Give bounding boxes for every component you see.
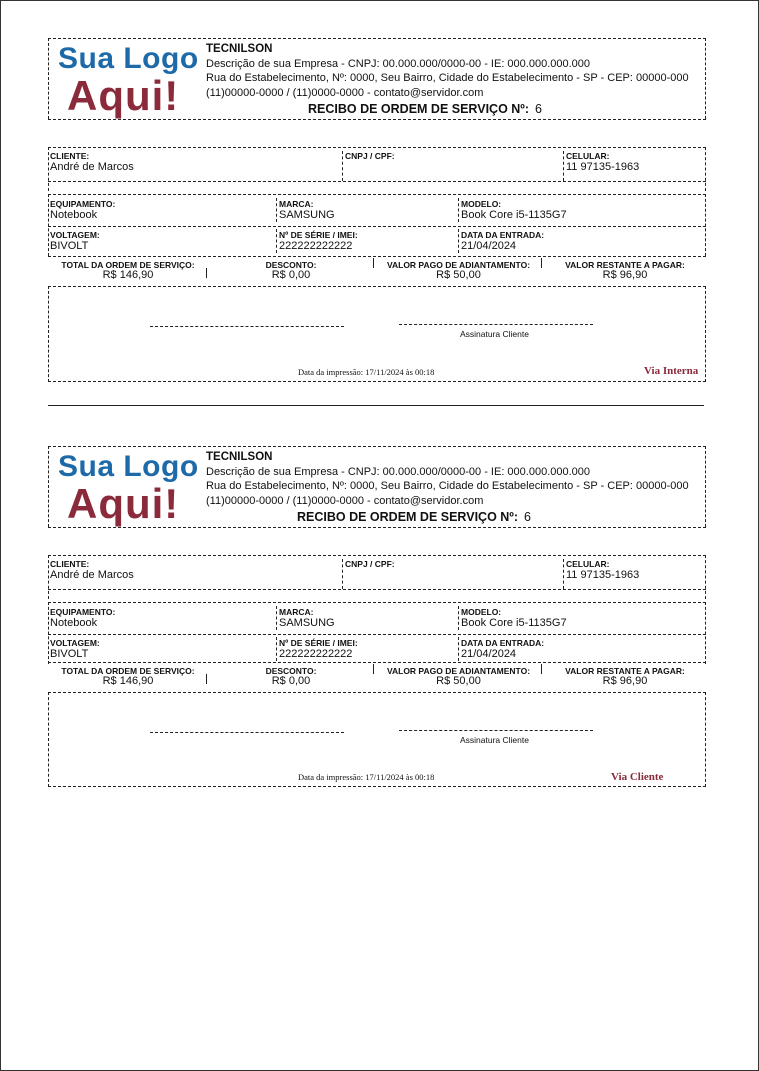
label-modelo: MODELO: [461, 199, 502, 209]
equip-divider [48, 634, 706, 635]
value-cliente: André de Marcos [50, 569, 134, 581]
divider-adiantamento [373, 664, 374, 674]
divider-restante [541, 664, 542, 674]
label-adiantamento: VALOR PAGO DE ADIANTAMENTO: [386, 260, 531, 270]
company-contact: (11)00000-0000 / (11)0000-0000 - contato@servidor.com [206, 494, 484, 507]
sig-border-right [705, 286, 706, 382]
receipt-number: 6 [535, 102, 542, 116]
value-adiantamento: R$ 50,00 [436, 675, 481, 687]
sig-border-left [48, 286, 49, 382]
receipt-title [297, 510, 531, 524]
label-modelo: MODELO: [461, 607, 502, 617]
logo-line2: Aqui! [67, 480, 180, 527]
header-border-top [48, 446, 706, 447]
company-info [206, 450, 689, 508]
equip-border-right [705, 194, 706, 256]
value-desconto: R$ 0,00 [271, 269, 311, 281]
label-adiantamento: VALOR PAGO DE ADIANTAMENTO: [386, 666, 531, 676]
label-data-entrada: DATA DA ENTRADA: [461, 638, 545, 648]
header-border-top [48, 38, 706, 39]
sig-border-right [705, 692, 706, 787]
signature-line-left [150, 326, 344, 327]
equip-divider [48, 226, 706, 227]
value-equipamento: Notebook [50, 617, 98, 629]
value-restante: R$ 96,90 [602, 675, 648, 687]
value-total: R$ 146,90 [102, 675, 154, 687]
label-cnpj: CNPJ / CPF: [345, 559, 395, 569]
print-date: Data da impressão: 17/11/2024 às 00:18 [298, 772, 435, 782]
receipt-via-interna [48, 38, 707, 383]
client-border-top [48, 147, 706, 148]
company-address: Rua do Estabelecimento, Nº: 0000, Seu Bairro, Cidade do Estabelecimento - SP - CEP: 00000-000 [206, 72, 689, 85]
equip-border-left [48, 602, 49, 664]
receipt-border-bottom [48, 786, 706, 787]
label-cliente: CLIENTE: [50, 559, 90, 569]
divider-cnpj [342, 151, 343, 181]
value-celular: 11 97135-1963 [566, 569, 640, 581]
divider-celular [563, 151, 564, 181]
value-cliente: André de Marcos [50, 161, 134, 173]
label-celular: CELULAR: [566, 559, 610, 569]
totals-border-bottom [48, 286, 706, 287]
value-serie: 222222222222 [279, 648, 353, 660]
value-total: R$ 146,90 [102, 269, 154, 281]
print-date: Data da impressão: 17/11/2024 às 00:18 [298, 367, 435, 377]
header-border-left [48, 446, 49, 527]
label-total: TOTAL DA ORDEM DE SERVIÇO: [61, 666, 195, 676]
receipt-title-label: RECIBO DE ORDEM DE SERVIÇO Nº: [297, 510, 519, 524]
divider-celular [563, 559, 564, 589]
divider-cnpj [342, 559, 343, 589]
totals-border-top [48, 662, 706, 663]
value-celular: 11 97135-1963 [566, 161, 640, 173]
value-desconto: R$ 0,00 [271, 675, 311, 687]
equip-border-top [48, 194, 706, 195]
value-marca: SAMSUNG [279, 617, 335, 629]
divider-modelo [458, 606, 459, 630]
totals-border-bottom [48, 692, 706, 693]
label-celular: CELULAR: [566, 151, 610, 161]
logo-line1: Sua Logo [58, 450, 199, 483]
label-marca: MARCA: [279, 199, 314, 209]
equip-border-right [705, 602, 706, 664]
receipt-border-bottom [48, 381, 706, 382]
value-data-entrada: 21/04/2024 [461, 240, 517, 252]
value-modelo: Book Core i5-1135G7 [461, 209, 567, 221]
divider-marca [276, 198, 277, 222]
label-restante: VALOR RESTANTE A PAGAR: [565, 666, 685, 676]
client-border-left [48, 147, 49, 191]
sig-border-left [48, 692, 49, 787]
company-info [206, 42, 689, 100]
company-description: Descrição de sua Empresa - CNPJ: 00.000.000/0000-00 - IE: 000.000.000.000 [206, 57, 591, 70]
client-border-top [48, 555, 706, 556]
via-label: Via Cliente [611, 771, 664, 783]
equip-border-top [48, 602, 706, 603]
label-desconto: DESCONTO: [265, 260, 317, 270]
label-cliente: CLIENTE: [50, 151, 90, 161]
header-border-left [48, 38, 49, 119]
signature-line-right [399, 730, 593, 731]
signature-caption: Assinatura Cliente [460, 735, 529, 745]
company-address: Rua do Estabelecimento, Nº: 0000, Seu Bairro, Cidade do Estabelecimento - SP - CEP: 00000-000 [206, 480, 689, 493]
divider-marca [276, 606, 277, 630]
company-description: Descrição de sua Empresa - CNPJ: 00.000.000/0000-00 - IE: 000.000.000.000 [206, 465, 591, 478]
company-logo [58, 42, 203, 119]
totals-border-top [48, 256, 706, 257]
value-voltagem: BIVOLT [50, 240, 89, 252]
receipt-separator [48, 405, 704, 406]
label-cnpj: CNPJ / CPF: [345, 151, 395, 161]
header-border-right [705, 446, 706, 527]
divider-adiantamento [373, 258, 374, 268]
signature-caption: Assinatura Cliente [460, 329, 529, 339]
client-border-left [48, 555, 49, 599]
value-adiantamento: R$ 50,00 [436, 269, 481, 281]
label-voltagem: VOLTAGEM: [50, 638, 100, 648]
receipt-title-label: RECIBO DE ORDEM DE SERVIÇO Nº: [308, 102, 530, 116]
divider-data-entrada [458, 229, 459, 253]
label-restante: VALOR RESTANTE A PAGAR: [565, 260, 685, 270]
logo-line2: Aqui! [67, 72, 180, 119]
value-marca: SAMSUNG [279, 209, 335, 221]
label-marca: MARCA: [279, 607, 314, 617]
company-name: TECNILSON [206, 451, 273, 463]
value-modelo: Book Core i5-1135G7 [461, 617, 567, 629]
value-voltagem: BIVOLT [50, 648, 89, 660]
divider-desconto [206, 268, 207, 278]
label-serie: Nº DE SÉRIE / IMEI: [279, 230, 358, 240]
value-equipamento: Notebook [50, 209, 98, 221]
receipt-via-cliente [48, 446, 707, 791]
divider-restante [541, 258, 542, 268]
logo-line1: Sua Logo [58, 42, 199, 75]
label-data-entrada: DATA DA ENTRADA: [461, 230, 545, 240]
label-equipamento: EQUIPAMENTO: [50, 607, 116, 617]
divider-modelo [458, 198, 459, 222]
label-serie: Nº DE SÉRIE / IMEI: [279, 638, 358, 648]
via-label: Via Interna [644, 365, 699, 377]
signature-line-right [399, 324, 593, 325]
divider-serie [276, 229, 277, 253]
header-border-right [705, 38, 706, 119]
company-name: TECNILSON [206, 43, 273, 55]
company-logo [58, 450, 203, 527]
divider-data-entrada [458, 637, 459, 661]
signature-line-left [150, 732, 344, 733]
equip-border-left [48, 194, 49, 256]
label-equipamento: EQUIPAMENTO: [50, 199, 116, 209]
value-serie: 222222222222 [279, 240, 353, 252]
client-border-right [705, 555, 706, 599]
client-border-right [705, 147, 706, 191]
value-data-entrada: 21/04/2024 [461, 648, 517, 660]
receipt-number: 6 [524, 510, 531, 524]
label-desconto: DESCONTO: [265, 666, 317, 676]
client-border-bottom [48, 589, 706, 590]
receipt-title [308, 102, 542, 116]
label-voltagem: VOLTAGEM: [50, 230, 100, 240]
value-restante: R$ 96,90 [602, 269, 648, 281]
label-total: TOTAL DA ORDEM DE SERVIÇO: [61, 260, 195, 270]
company-contact: (11)00000-0000 / (11)0000-0000 - contato@servidor.com [206, 86, 484, 99]
client-border-bottom [48, 181, 706, 182]
divider-serie [276, 637, 277, 661]
divider-desconto [206, 674, 207, 684]
